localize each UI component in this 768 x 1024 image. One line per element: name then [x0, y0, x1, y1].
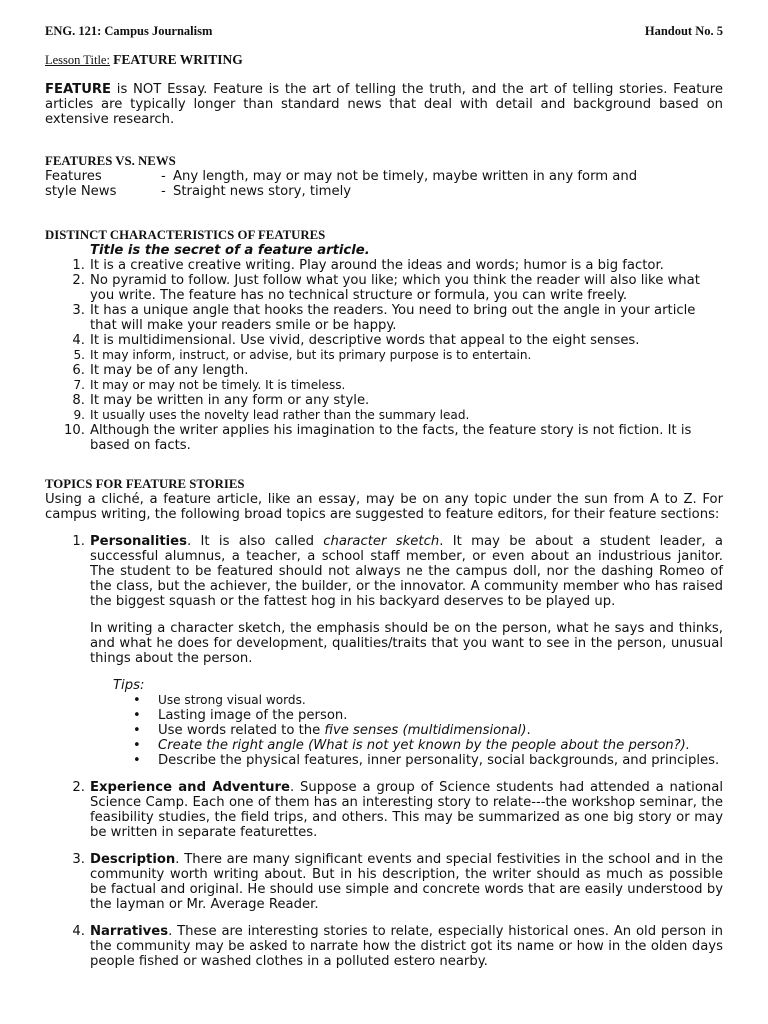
list-text: It may inform, instruct, or advise, but its primary purpose is to entertain. — [90, 348, 532, 362]
compare-definition: Any length, may or may not be timely, maybe written in any form and — [173, 169, 638, 184]
topic-paragraph: In writing a character sketch, the emphasis should be on the person, what he says and thinks, and what he does for development, qualities/traits that you want to see in the person, unusual things about the person. — [90, 621, 723, 666]
list-item — [45, 423, 723, 453]
list-text: It usually uses the novelty lead rather than the summary lead. — [90, 408, 470, 422]
list-item — [45, 273, 723, 303]
list-number: 5. — [73, 348, 85, 362]
compare-dash: - — [161, 169, 166, 184]
lesson-title: FEATURE WRITING — [113, 52, 243, 67]
list-text: It may be of any length. — [90, 363, 249, 378]
tip-item — [45, 753, 723, 768]
list-item — [45, 333, 723, 348]
tip-italic: five senses (multidimensional) — [324, 723, 527, 738]
topics-intro: Using a cliché, a feature article, like an essay, may be on any topic under the sun from A to Z. For campus writing, the following broad topics are suggested to feature editors, for their feature sections: — [45, 492, 723, 522]
list-number: 9. — [73, 408, 85, 422]
topic-title: Narratives — [90, 924, 169, 939]
list-text: It may or may not be timely. It is timeless. — [90, 378, 346, 392]
characteristics-heading: DISTINCT CHARACTERISTICS OF FEATURES — [45, 228, 326, 242]
compare-dash: - — [161, 184, 166, 199]
handout-number: Handout No. 5 — [644, 24, 723, 38]
features-vs-news-section — [45, 154, 723, 199]
topic-italic-term: character sketch — [323, 534, 440, 549]
topic-narratives — [45, 924, 723, 969]
list-item — [45, 408, 723, 423]
tip-text: Use words related to the — [158, 723, 325, 738]
page-header — [45, 24, 723, 40]
lesson-title-label: Lesson Title: — [45, 53, 110, 67]
tip-item — [45, 693, 723, 708]
compare-definition: Straight news story, timely — [173, 184, 352, 199]
list-item — [45, 378, 723, 393]
compare-term: style News — [45, 184, 117, 199]
list-item — [45, 303, 723, 333]
list-text: It may be written in any form or any style. — [90, 393, 370, 408]
topic-number: 2. — [72, 780, 85, 795]
topic-text: . These are interesting stories to relate, especially historical ones. An old person in the community may be asked to narrate how the district got its name or how in the olden days people fished or washed clothes in a polluted estero nearby. — [90, 924, 723, 969]
topic-text: . It may be about a student leader, a successful alumnus, a teacher, a school staff member, or even about an industrious janitor. The student to be featured should not always ne the campus doll, nor the dashing Romeo of the class, but the achiever, the builder, or the innovator. A community member who has raised the biggest squash or the fattest hog in his backyard deserves to be played up. — [90, 534, 723, 609]
list-number: 4. — [72, 333, 85, 348]
tip-item — [45, 708, 723, 723]
list-text: Although the writer applies his imagination to the facts, the feature story is not fiction. It is based on facts. — [90, 423, 692, 453]
topic-experience — [45, 780, 723, 840]
compare-row — [45, 169, 723, 184]
list-number: 6. — [72, 363, 85, 378]
topic-title: Personalities — [90, 534, 187, 549]
list-text: No pyramid to follow. Just follow what you like; which you think the reader will also like what you write. The feature has no technical structure or formula, you can write freely. — [90, 273, 700, 303]
intro-lead-word: FEATURE — [45, 82, 112, 97]
tip-item — [45, 738, 723, 753]
list-number: 2. — [72, 273, 85, 288]
intro-text: is NOT Essay. Feature is the art of telling the truth, and the art of telling stories. Feature articles are typically longer than standard news that deal with detail and background based on extensive research. — [45, 82, 723, 127]
course-title: ENG. 121: Campus Journalism — [45, 24, 213, 38]
handout-page — [45, 0, 723, 1024]
list-number: 10. — [64, 423, 85, 438]
tip-text: Create the right angle (What is not yet known by the people about the person?). — [158, 738, 690, 753]
topics-heading: TOPICS FOR FEATURE STORIES — [45, 477, 245, 491]
topic-text: . Suppose a group of Science students had attended a national Science Camp. Each one of them has an interesting story to relate---the workshop seminar, the feasibility studies, the field trips, and others. This may be summarized as one big story or may be written in separate featurettes. — [90, 780, 724, 840]
tip-text: Lasting image of the person. — [158, 708, 348, 723]
tips-label: Tips: — [113, 678, 145, 693]
topics-section — [45, 477, 723, 969]
characteristics-section — [45, 228, 723, 453]
tip-text: Use strong visual words. — [158, 693, 306, 707]
characteristics-subheading: Title is the secret of a feature article. — [90, 243, 370, 258]
topic-title: Experience and Adventure — [90, 780, 290, 795]
topic-number: 4. — [72, 924, 85, 939]
intro-paragraph — [45, 82, 723, 127]
compare-term: Features — [45, 169, 102, 184]
list-item — [45, 363, 723, 378]
topic-personalities — [45, 534, 723, 609]
list-item — [45, 258, 723, 273]
topic-description — [45, 852, 723, 912]
topic-text: . It is also called — [186, 534, 324, 549]
list-number: 7. — [73, 378, 85, 392]
lesson-title-line — [45, 52, 243, 68]
tip-text: . — [526, 723, 531, 738]
topic-number: 3. — [72, 852, 85, 867]
tip-text: Describe the physical features, inner personality, social backgrounds, and principles. — [158, 753, 720, 768]
compare-row — [45, 184, 723, 199]
list-text: It is multidimensional. Use vivid, descriptive words that appeal to the eight senses. — [90, 333, 640, 348]
topic-title: Description — [90, 852, 176, 867]
list-text: It has a unique angle that hooks the readers. You need to bring out the angle in your article that will make your readers smile or be happy. — [90, 303, 696, 333]
topic-number: 1. — [72, 534, 85, 549]
list-item — [45, 393, 723, 408]
list-number: 3. — [72, 303, 85, 318]
tip-item — [45, 723, 723, 738]
list-item — [45, 348, 723, 363]
list-number: 1. — [72, 258, 85, 273]
features-vs-news-heading: FEATURES VS. NEWS — [45, 154, 176, 168]
topic-text: . There are many significant events and special festivities in the school and in the community worth writing about. But in his description, the writer should as much as possible be factual and original. He should use simple and concrete words that are easily understood by the layman or Mr. Average Reader. — [90, 852, 723, 912]
list-number: 8. — [72, 393, 85, 408]
list-text: It is a creative creative writing. Play around the ideas and words; humor is a big factor. — [90, 258, 664, 273]
